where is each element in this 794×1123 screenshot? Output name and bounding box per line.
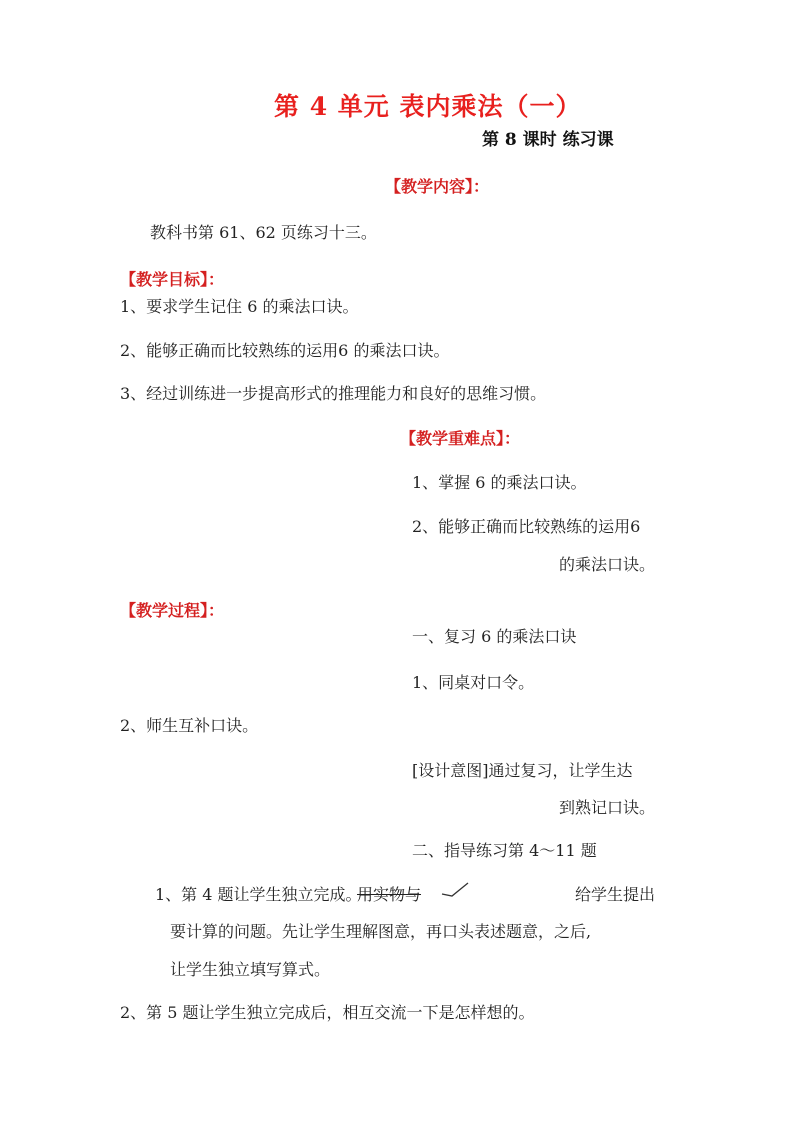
- handwritten-check-mark: [440, 880, 470, 902]
- process-step-1: 1、同桌对口令。: [412, 673, 535, 692]
- process-step-2: 2、师生互补口诀。: [120, 716, 259, 735]
- key-points-heading: 【教学重难点】：: [400, 429, 521, 448]
- exercise-4-struck-text: 用实物与: [357, 885, 422, 904]
- content-heading: 【教学内容】：: [385, 177, 490, 196]
- key-point-2-line2: 的乘法口诀。: [559, 555, 656, 574]
- exercise-4-line2: 要计算的问题。先让学生理解图意，再口头表述题意，之后,: [170, 922, 592, 941]
- exercise-5: 2、第 5 题让学生独立完成后，相互交流一下是怎样想的。: [120, 1003, 535, 1022]
- lesson-subtitle: 第 8 课时 练习课: [482, 130, 614, 150]
- content-text: 教科书第 61、62 页练习十三。: [150, 223, 377, 242]
- design-intent-line2: 到熟记口诀。: [559, 798, 656, 817]
- process-section-2: 二、指导练习第 4～11 题: [412, 841, 597, 860]
- unit-title: 第 4 单元 表内乘法（一）: [274, 92, 582, 121]
- process-heading: 【教学过程】：: [120, 601, 225, 620]
- objective-item-3: 3、经过训练进一步提高形式的推理能力和良好的思维习惯。: [120, 384, 547, 403]
- exercise-4-line1-start: 1、第 4 题让学生独立完成。: [155, 885, 362, 904]
- key-point-2-line1: 2、能够正确而比较熟练的运用6: [412, 517, 641, 536]
- process-section-1: 一、复习 6 的乘法口诀: [412, 627, 577, 646]
- objective-item-1: 1、要求学生记住 6 的乘法口诀。: [120, 297, 359, 316]
- exercise-4-line3: 让学生独立填写算式。: [170, 960, 331, 979]
- objective-item-2: 2、能够正确而比较熟练的运用6 的乘法口诀。: [120, 341, 450, 360]
- exercise-4-line1-end: 给学生提出: [575, 885, 656, 904]
- key-point-1: 1、掌握 6 的乘法口诀。: [412, 473, 587, 492]
- design-intent-line1: [设计意图]通过复习，让学生达: [412, 761, 633, 780]
- objectives-heading: 【教学目标】：: [120, 270, 225, 289]
